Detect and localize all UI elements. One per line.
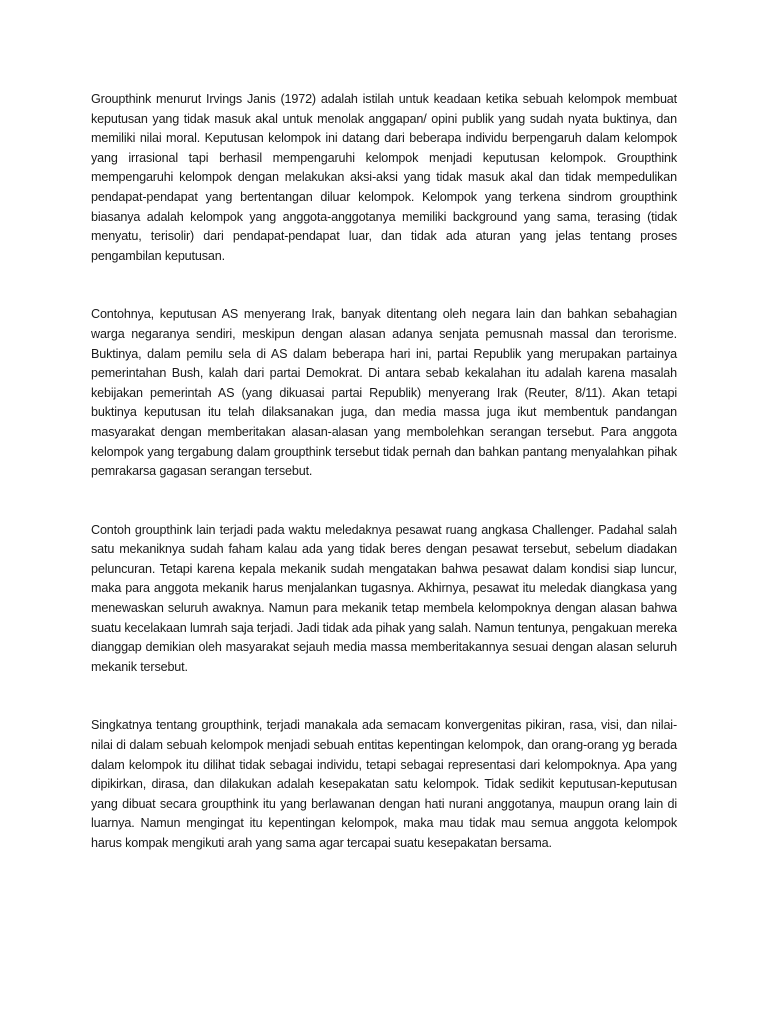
paragraph-definition: Groupthink menurut Irvings Janis (1972) adalah istilah untuk keadaan ketika sebuah kelompok membuat keputusan yang tidak masuk akal untuk menolak anggapan/ opini publik yang sudah nyata buktinya, dan memiliki nilai moral. Keputusan kelompok ini datang dari beberapa individu berpengaruh dalam kelompok yang irrasional tapi berhasil mempengaruhi kelompok menjadi keputusan kelompok. Groupthink mempengaruhi kelompok dengan melakukan aksi-aksi yang tidak masuk akal dan tidak mempedulikan pendapat-pendapat yang bertentangan diluar kelompok. Kelompok yang terkena sindrom groupthink biasanya adalah kelompok yang anggota-anggotanya memiliki background yang sama, terasing (tidak menyatu, terisolir) dari pendapat-pendapat luar, dan tidak ada aturan yang jelas tentang proses pengambilan keputusan.	[91, 92, 677, 263]
paragraph-challenger-example: Contoh groupthink lain terjadi pada waktu meledaknya pesawat ruang angkasa Challenger. Padahal salah satu mekaniknya sudah faham kalau ada yang tidak beres dengan pesawat tersebut, sebelum diadakan peluncuran. Tetapi karena kepala mekanik sudah mengatakan bahwa pesawat dalam kondisi siap luncur, maka para anggota mekanik harus menjalankan tugasnya. Akhirnya, pesawat itu meledak diangkasa yang menewaskan seluruh awaknya. Namun para mekanik tetap membela kelompoknya dengan alasan bahwa suatu kecelakaan lumrah saja terjadi. Jadi tidak ada pihak yang salah. Namun tentunya, pengakuan mereka dianggap demikian oleh masyarakat sejauh media massa memberitakannya sesuai dengan alasan seluruh mekanik tersebut.	[91, 522, 677, 674]
paragraph-summary: Singkatnya tentang groupthink, terjadi manakala ada semacam konvergenitas pikiran, rasa, visi, dan nilai-nilai di dalam sebuah kelompok menjadi sebuah entitas kepentingan kelompok, dan orang-orang yg berada dalam kelompok itu dilihat tidak sebagai individu, tetapi sebagai representasi dari kelompoknya. Apa yang dipikirkan, dirasa, dan dilakukan adalah kesepakatan satu kelompok. Tidak sedikit keputusan-keputusan yang dibuat secara groupthink itu yang berlawanan dengan hati nurani anggotanya, maupun orang lain di luarnya. Namun mengingat itu kepentingan kelompok, maka mau tidak mau semua anggota kelompok harus kompak mengikuti arah yang sama agar tercapai suatu kesepakatan bersama.	[91, 718, 677, 850]
paragraph-iraq-example: Contohnya, keputusan AS menyerang Irak, banyak ditentang oleh negara lain dan bahkan sebahagian warga negaranya sendiri, meskipun dengan alasan adanya senjata pemusnah massal dan terorisme. Buktinya, dalam pemilu sela di AS dalam beberapa hari ini, partai Republik yang merupakan partainya pemerintahan Bush, kalah dari partai Demokrat. Di antara sebab kekalahan itu adalah karena masalah kebijakan pemerintah AS (yang dikuasai partai Republik) menyerang Irak (Reuter, 8/11). Akan tetapi buktinya keputusan itu telah dilaksanakan juga, dan media massa juga ikut membentuk pandangan masyarakat dengan memberitakan alasan-alasan yang membolehkan serangan tersebut. Para anggota kelompok yang tergabung dalam groupthink tersebut tidak pernah dan bahkan pantang menyalahkan pihak pemrakarsa gagasan serangan tersebut.	[91, 307, 677, 479]
document-page	[91, 90, 677, 854]
